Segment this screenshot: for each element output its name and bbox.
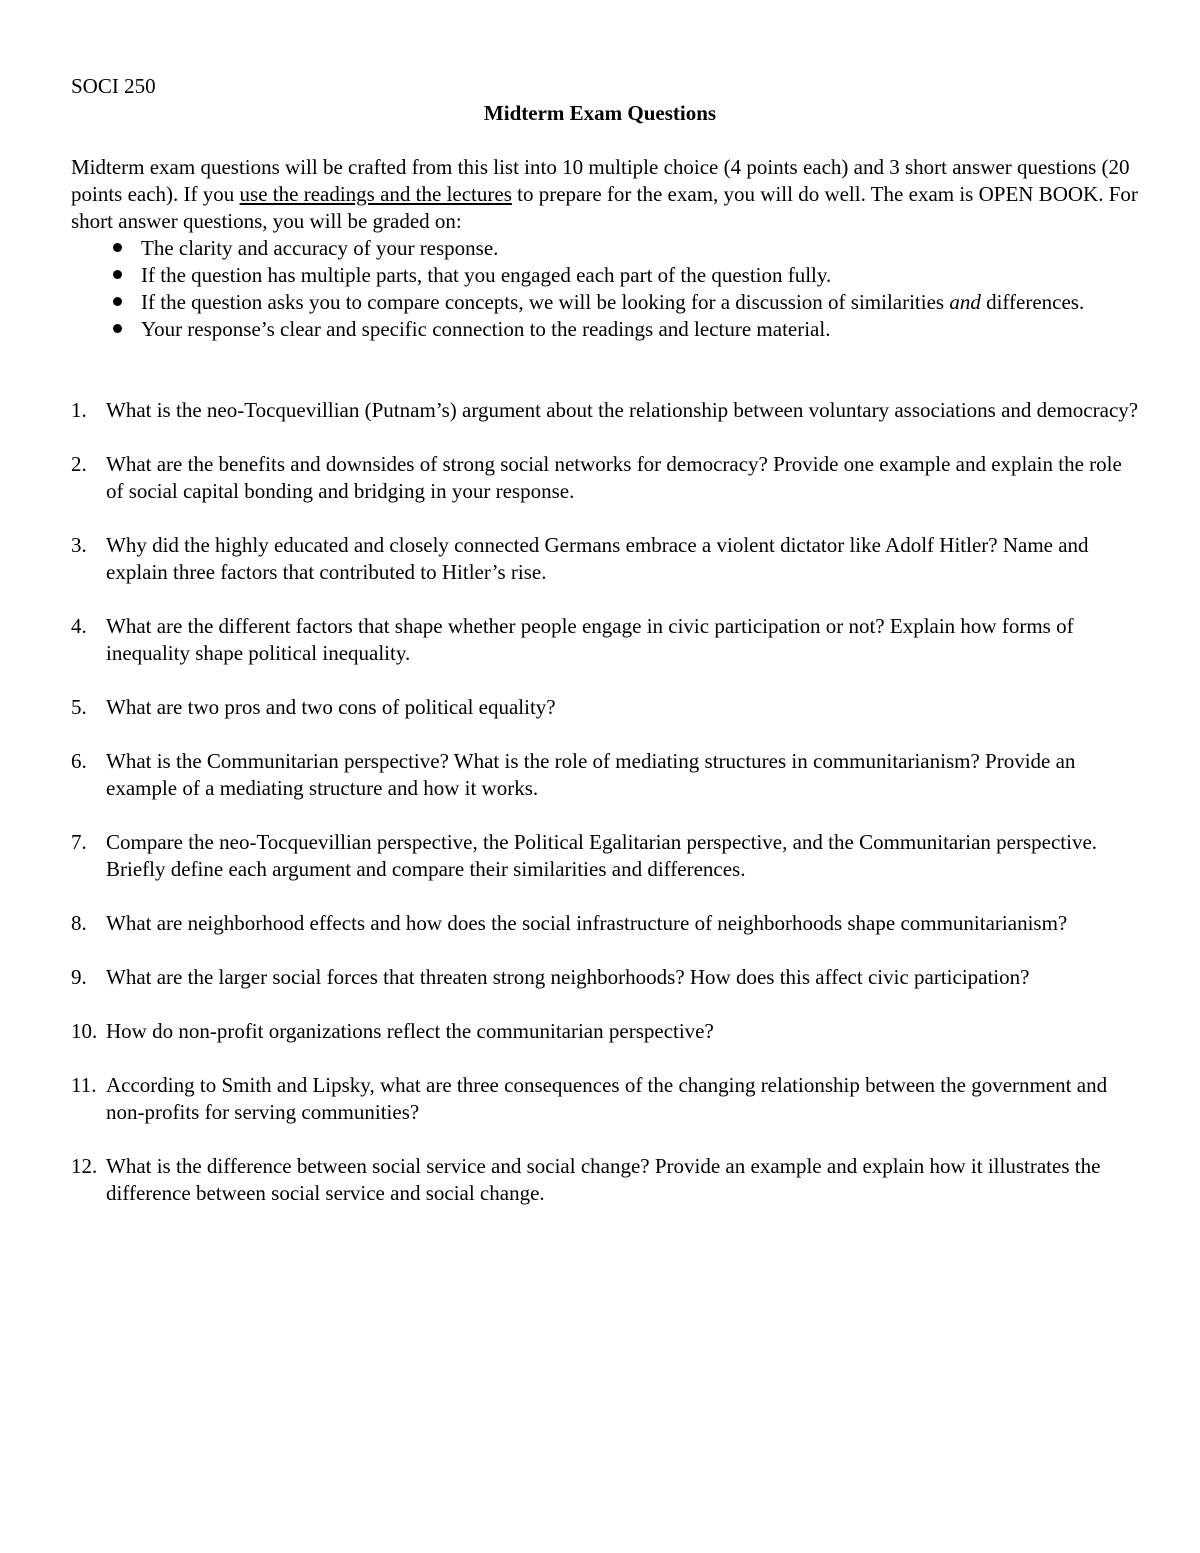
criteria-text: The clarity and accuracy of your response. [141, 236, 499, 260]
question-number: 12. [71, 1154, 98, 1178]
question-number: 5. [71, 695, 87, 719]
bullet-icon [113, 270, 122, 279]
question-item [71, 829, 1141, 883]
question-number: 1. [71, 398, 87, 422]
bullet-icon [113, 324, 122, 333]
question-item [71, 1153, 1141, 1207]
course-code: SOCI 250 [71, 74, 156, 98]
criteria-item [71, 262, 1141, 289]
question-number: 7. [71, 830, 87, 854]
question-item [71, 694, 1141, 721]
question-item [71, 964, 1141, 991]
question-number: 8. [71, 911, 87, 935]
question-text: What are neighborhood effects and how does the social infrastructure of neighborhoods shape communitarianism? [106, 911, 1068, 935]
question-text: How do non-profit organizations reflect the communitarian perspective? [106, 1019, 714, 1043]
bullet-icon [113, 297, 122, 306]
question-text: What is the difference between social service and social change? Provide an example and explain how it illustrates the difference between social service and social change. [106, 1154, 1101, 1205]
question-text: What are two pros and two cons of political equality? [106, 695, 556, 719]
intro-paragraph [71, 154, 1141, 235]
question-item [71, 451, 1141, 505]
question-list [71, 397, 1141, 1234]
page-title: Midterm Exam Questions [483, 101, 717, 125]
question-text: According to Smith and Lipsky, what are three consequences of the changing relationship between the government and non-profits for serving communities? [106, 1073, 1108, 1124]
question-number: 4. [71, 614, 87, 638]
criteria-text-post: differences. [980, 290, 1085, 314]
question-item [71, 613, 1141, 667]
intro-text-part2: to prepare for the exam, you will do well. The exam is OPEN BOOK. For short answer questions, you will be graded on: [71, 182, 1138, 233]
criteria-item [71, 316, 1141, 343]
question-item [71, 1072, 1141, 1126]
intro-text-part1: Midterm exam questions will be crafted from this list into 10 multiple choice (4 points each) and 3 short answer questions (20 points each). If you [71, 155, 1130, 206]
question-item [71, 532, 1141, 586]
question-text: What are the larger social forces that threaten strong neighborhoods? How does this affect civic participation? [106, 965, 1030, 989]
question-number: 11. [71, 1073, 97, 1097]
grading-criteria-list [71, 235, 1141, 343]
question-number: 9. [71, 965, 87, 989]
criteria-text: If the question has multiple parts, that you engaged each part of the question fully. [141, 263, 832, 287]
question-text: What is the Communitarian perspective? What is the role of mediating structures in communitarianism? Provide an example of a mediating structure and how it works. [106, 749, 1076, 800]
bullet-icon [113, 243, 122, 252]
question-number: 10. [71, 1019, 98, 1043]
question-text: What are the benefits and downsides of strong social networks for democracy? Provide one example and explain the role of social capital bonding and bridging in your response. [106, 452, 1122, 503]
question-item [71, 748, 1141, 802]
criteria-item [71, 235, 1141, 262]
criteria-text-pre: If the question asks you to compare concepts, we will be looking for a discussion of similarities [141, 290, 950, 314]
question-item [71, 397, 1141, 424]
question-item [71, 1018, 1141, 1045]
question-number: 6. [71, 749, 87, 773]
question-text: Why did the highly educated and closely connected Germans embrace a violent dictator like Adolf Hitler? Name and explain three factors that contributed to Hitler’s rise. [106, 533, 1089, 584]
criteria-item [71, 289, 1141, 316]
question-number: 3. [71, 533, 87, 557]
intro-underlined-text: use the readings and the lectures [239, 182, 512, 206]
question-number: 2. [71, 452, 87, 476]
criteria-text: Your response’s clear and specific connection to the readings and lecture material. [141, 317, 831, 341]
question-text: Compare the neo-Tocquevillian perspective, the Political Egalitarian perspective, and the Communitarian perspective. Briefly define each argument and compare their similarities and differences. [106, 830, 1098, 881]
question-text: What are the different factors that shape whether people engage in civic participation or not? Explain how forms of inequality shape political inequality. [106, 614, 1074, 665]
question-item [71, 910, 1141, 937]
criteria-text-italic: and [949, 290, 981, 314]
question-text: What is the neo-Tocquevillian (Putnam’s) argument about the relationship between voluntary associations and democracy? [106, 398, 1139, 422]
